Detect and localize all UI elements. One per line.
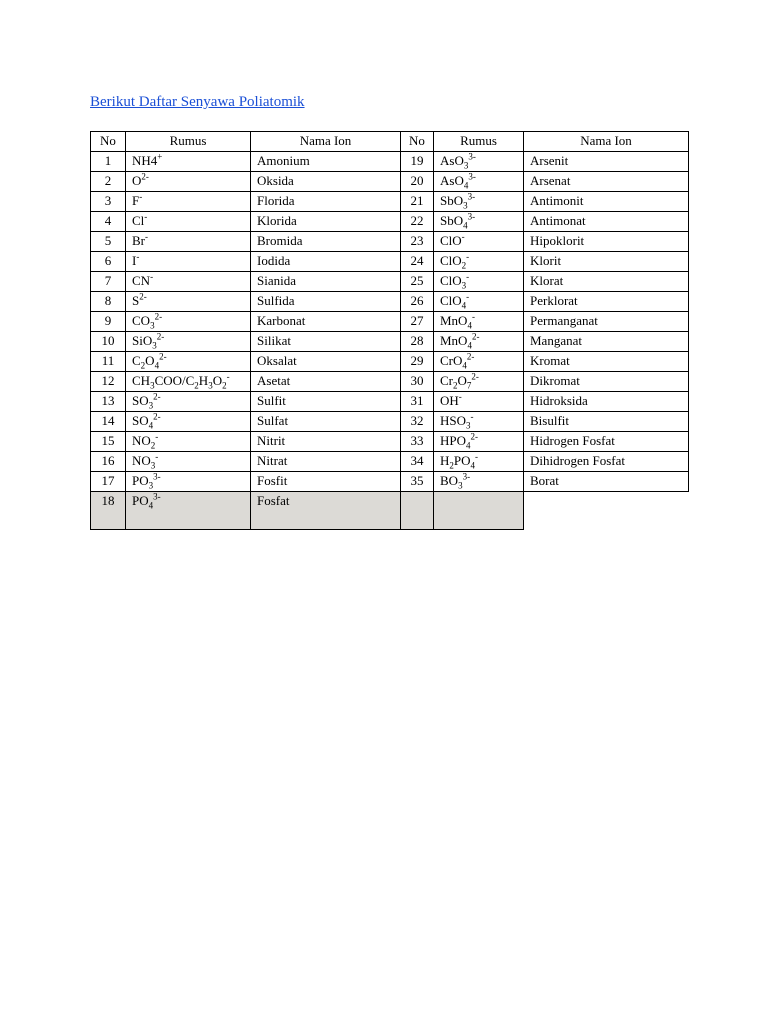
table-row	[91, 172, 689, 192]
cell-no: 16	[91, 452, 126, 472]
cell-name: Perklorat	[524, 292, 689, 312]
cell-formula: Cl-	[126, 212, 251, 232]
table-row	[91, 472, 689, 492]
cell-no: 15	[91, 432, 126, 452]
cell-name: Borat	[524, 472, 689, 492]
cell-formula: $HPO_4^{2-}$	[434, 432, 524, 452]
cell-formula: ClO$_2$-	[434, 252, 524, 272]
table-row	[91, 292, 689, 312]
cell-name: Sulfida	[251, 292, 401, 312]
cell-name: Arsenat	[524, 172, 689, 192]
table-row	[91, 252, 689, 272]
cell-no: 27	[401, 312, 434, 332]
cell-no: 20	[401, 172, 434, 192]
cell-formula: $BO_3^{3-}$	[434, 472, 524, 492]
cell-formula: SiO$_3^{2-}$	[126, 332, 251, 352]
cell-formula: $C_2O_4^{2-}$	[126, 352, 251, 372]
cell-no: 22	[401, 212, 434, 232]
cell-name: Klorat	[524, 272, 689, 292]
cell-name: Oksida	[251, 172, 401, 192]
cell-formula: OH-	[434, 392, 524, 412]
cell-name: Iodida	[251, 252, 401, 272]
table-row	[91, 372, 689, 392]
cell-no: 7	[91, 272, 126, 292]
table-row	[91, 432, 689, 452]
cell-no: 29	[401, 352, 434, 372]
cell-name: Fosfat	[251, 492, 401, 530]
table-row	[91, 272, 689, 292]
cell-formula: $PO_4^{3-}$	[126, 492, 251, 530]
header-nama-right: Nama Ion	[524, 132, 689, 152]
cell-name: Arsenit	[524, 152, 689, 172]
table-header-row	[91, 132, 689, 152]
cell-formula: ClO-	[434, 232, 524, 252]
cell-formula: SbO$_4^{3-}$	[434, 212, 524, 232]
cell-formula: AsO$_3^{3-}$	[434, 152, 524, 172]
cell-no: 8	[91, 292, 126, 312]
cell-no: 1	[91, 152, 126, 172]
cell-formula: $NO_2^-$	[126, 432, 251, 452]
cell-no: 26	[401, 292, 434, 312]
cell-formula: I-	[126, 252, 251, 272]
cell-no: 11	[91, 352, 126, 372]
cell-formula: AsO$_4^{3-}$	[434, 172, 524, 192]
cell-no: 35	[401, 472, 434, 492]
cell-name: Dikromat	[524, 372, 689, 392]
cell-no: 4	[91, 212, 126, 232]
cell-no-empty	[401, 492, 434, 530]
cell-no: 17	[91, 472, 126, 492]
header-no-left: No	[91, 132, 126, 152]
cell-name: Silikat	[251, 332, 401, 352]
cell-formula: SbO$_3^{3-}$	[434, 192, 524, 212]
cell-formula: $SO_4^{2-}$	[126, 412, 251, 432]
cell-name: Kromat	[524, 352, 689, 372]
table-row	[91, 352, 689, 372]
ion-table	[90, 131, 689, 530]
cell-formula: $CO_3^{2-}$	[126, 312, 251, 332]
table-row	[91, 452, 689, 472]
cell-name: Nitrit	[251, 432, 401, 452]
cell-name: Bromida	[251, 232, 401, 252]
cell-name: Florida	[251, 192, 401, 212]
header-rumus-left: Rumus	[126, 132, 251, 152]
table-row	[91, 492, 689, 530]
cell-name: Klorit	[524, 252, 689, 272]
cell-name: Antimonit	[524, 192, 689, 212]
cell-formula: $PO_3^{3-}$	[126, 472, 251, 492]
ion-table-body	[91, 152, 689, 530]
header-nama-left: Nama Ion	[251, 132, 401, 152]
cell-name: Sulfat	[251, 412, 401, 432]
table-row	[91, 232, 689, 252]
table-row	[91, 312, 689, 332]
cell-no: 30	[401, 372, 434, 392]
table-row	[91, 192, 689, 212]
header-no-right: No	[401, 132, 434, 152]
cell-formula: $HSO_3^-$	[434, 412, 524, 432]
page-title[interactable]: Berikut Daftar Senyawa Poliatomik	[90, 94, 305, 110]
cell-no: 28	[401, 332, 434, 352]
cell-name: Karbonat	[251, 312, 401, 332]
cell-name-empty	[524, 492, 689, 530]
cell-formula-empty	[434, 492, 524, 530]
cell-formula: $Cr_2O_7^{2-}$	[434, 372, 524, 392]
cell-no: 10	[91, 332, 126, 352]
cell-formula: NH4+	[126, 152, 251, 172]
table-row	[91, 412, 689, 432]
cell-no: 18	[91, 492, 126, 530]
cell-formula: $NO_3^-$	[126, 452, 251, 472]
cell-formula: $H_2PO_4^-$	[434, 452, 524, 472]
cell-name: Hipoklorit	[524, 232, 689, 252]
cell-no: 24	[401, 252, 434, 272]
cell-name: Antimonat	[524, 212, 689, 232]
cell-no: 31	[401, 392, 434, 412]
cell-formula: CN-	[126, 272, 251, 292]
table-row	[91, 212, 689, 232]
cell-formula: F-	[126, 192, 251, 212]
cell-name: Klorida	[251, 212, 401, 232]
cell-formula: $SO_3^{2-}$	[126, 392, 251, 412]
cell-name: Permanganat	[524, 312, 689, 332]
table-row	[91, 332, 689, 352]
cell-no: 34	[401, 452, 434, 472]
cell-no: 2	[91, 172, 126, 192]
header-rumus-right: Rumus	[434, 132, 524, 152]
cell-formula: MnO$_4^{2-}$	[434, 332, 524, 352]
cell-formula: MnO$_4$-	[434, 312, 524, 332]
cell-name: Oksalat	[251, 352, 401, 372]
cell-formula: ClO$_3$-	[434, 272, 524, 292]
cell-no: 13	[91, 392, 126, 412]
cell-name: Sulfit	[251, 392, 401, 412]
cell-name: Bisulfit	[524, 412, 689, 432]
cell-no: 9	[91, 312, 126, 332]
cell-name: Dihidrogen Fosfat	[524, 452, 689, 472]
cell-name: Amonium	[251, 152, 401, 172]
table-row	[91, 152, 689, 172]
cell-no: 21	[401, 192, 434, 212]
cell-formula: $S^{2-}$	[126, 292, 251, 312]
cell-formula: CrO$_4^{2-}$	[434, 352, 524, 372]
cell-formula: Br-	[126, 232, 251, 252]
cell-formula: $O^{2-}$	[126, 172, 251, 192]
cell-no: 14	[91, 412, 126, 432]
cell-no: 5	[91, 232, 126, 252]
cell-name: Sianida	[251, 272, 401, 292]
cell-name: Nitrat	[251, 452, 401, 472]
cell-no: 6	[91, 252, 126, 272]
table-row	[91, 392, 689, 412]
cell-no: 25	[401, 272, 434, 292]
cell-name: Manganat	[524, 332, 689, 352]
cell-no: 33	[401, 432, 434, 452]
cell-name: Hidroksida	[524, 392, 689, 412]
cell-name: Fosfit	[251, 472, 401, 492]
cell-no: 3	[91, 192, 126, 212]
cell-formula: ClO$_4$-	[434, 292, 524, 312]
cell-name: Asetat	[251, 372, 401, 392]
cell-name: Hidrogen Fosfat	[524, 432, 689, 452]
cell-no: 19	[401, 152, 434, 172]
cell-no: 12	[91, 372, 126, 392]
cell-no: 32	[401, 412, 434, 432]
cell-formula: $CH_3COO/C_2H_3O_2^-$	[126, 372, 251, 392]
cell-no: 23	[401, 232, 434, 252]
